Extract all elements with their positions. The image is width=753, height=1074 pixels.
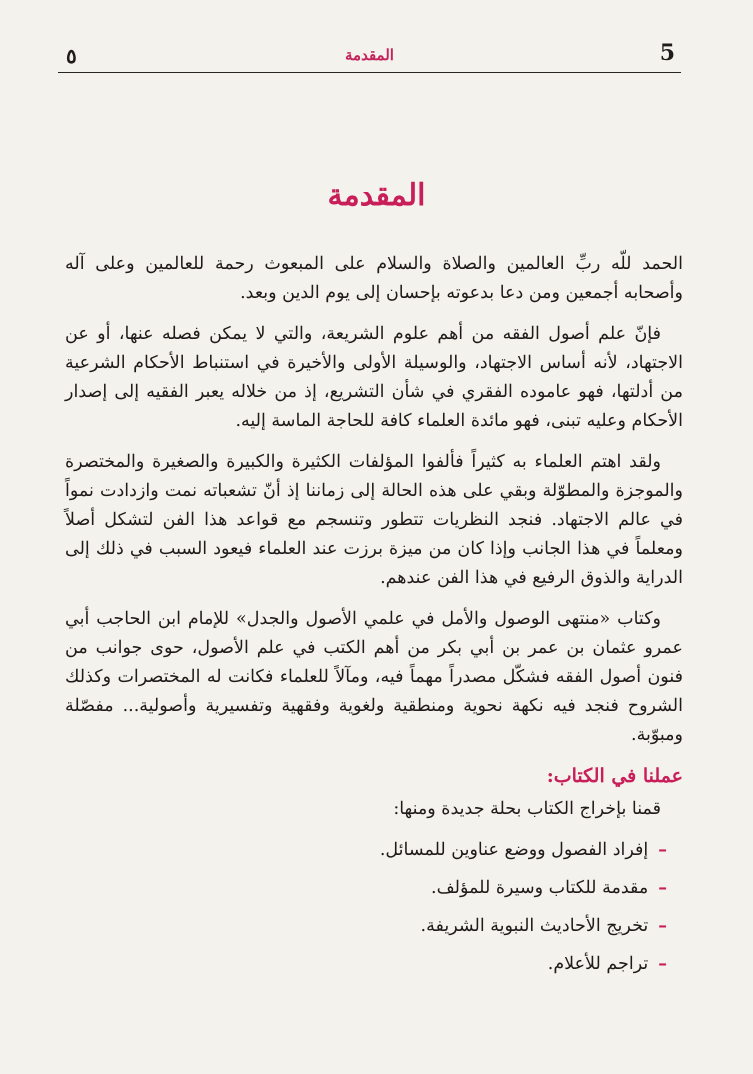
section-intro: قمنا بإخراج الكتاب بحلة جديدة ومنها: bbox=[393, 799, 661, 819]
dash-bullet: – bbox=[658, 878, 667, 898]
dash-bullet: – bbox=[658, 916, 667, 936]
list-item-text: تخريج الأحاديث النبوية الشريفة. bbox=[420, 916, 649, 936]
paragraph: فإنّ علم أصول الفقه من أهم علوم الشريعة، والتي لا يمكن فصله عنها، أو عن الاجتهاد، لأنه أساس الاجتهاد، والوسيلة الأولى والأخيرة في استنباط الأحكام الشرعية من أدلتها، فهو عاموده الفقري في شأن التشريع، إذ من خلاله يعبر الفقيه إلى إصدار الأحكام وعليه تبنى، فهو مائدة العلماء كافة للحاجة الماسة إليه. bbox=[65, 324, 683, 431]
dash-bullet: – bbox=[658, 954, 667, 974]
list-item-text: إفراد الفصول ووضع عناوين للمسائل. bbox=[379, 840, 649, 860]
list-item bbox=[65, 836, 667, 865]
page-title: المقدمة bbox=[327, 178, 426, 213]
list-item bbox=[65, 874, 667, 903]
running-title: المقدمة bbox=[345, 46, 394, 64]
list-item-text: مقدمة للكتاب وسيرة للمؤلف. bbox=[431, 878, 649, 898]
page-number-arabic: ٥ bbox=[66, 44, 77, 68]
body-text bbox=[65, 250, 683, 988]
page-header bbox=[58, 40, 681, 73]
list-item bbox=[65, 912, 667, 941]
paragraph: الحمد للّه ربِّ العالمين والصلاة والسلام على المبعوث رحمة للعالمين وعلى آله وأصحابه أجمعين ومن دعا بدعوته بإحسان إلى يوم الدين وبعد. bbox=[65, 254, 683, 303]
list-item bbox=[65, 950, 667, 979]
section-heading: عملنا في الكتاب: bbox=[546, 765, 683, 787]
page-number-latin: 5 bbox=[659, 40, 675, 66]
dash-bullet: – bbox=[658, 840, 667, 860]
paragraph: ولقد اهتم العلماء به كثيراً فألفوا المؤلفات الكثيرة والكبيرة والصغيرة والمختصرة والموجزة والمطوّلة وبقي على هذه الحالة إلى زماننا إذ أنّ تشعباته نمت وازدادت نمواً في عالم الاجتهاد. فنجد النظريات تتطور وتنسجم مع قواعد هذا الفن لتشكل أصلاً ومعلماً في هذا الجانب وإذا كان من ميزة برزت عند العلماء فيعود السبب في ذلك إلى الدراية والذوق الرفيع في هذا الفن عندهم. bbox=[65, 452, 683, 588]
paragraph: وكتاب «منتهى الوصول والأمل في علمي الأصول والجدل» للإمام ابن الحاجب أبي عمرو عثمان بن عمر بن أبي بكر من أهم الكتب في علم الأصول، حوى جوانب من فنون أصول الفقه فشكّل مصدراً مهماً فيه، ومآلاً للعلماء فكانت له المختصرات وكذلك الشروح فنجد فيه نكهة نحوية ومنطقية ولغوية وفقهية وتفسيرية وأصولية... مفصّلة ومبوّبة. bbox=[65, 609, 683, 745]
list-item-text: تراجم للأعلام. bbox=[547, 954, 649, 974]
work-list bbox=[65, 836, 683, 979]
